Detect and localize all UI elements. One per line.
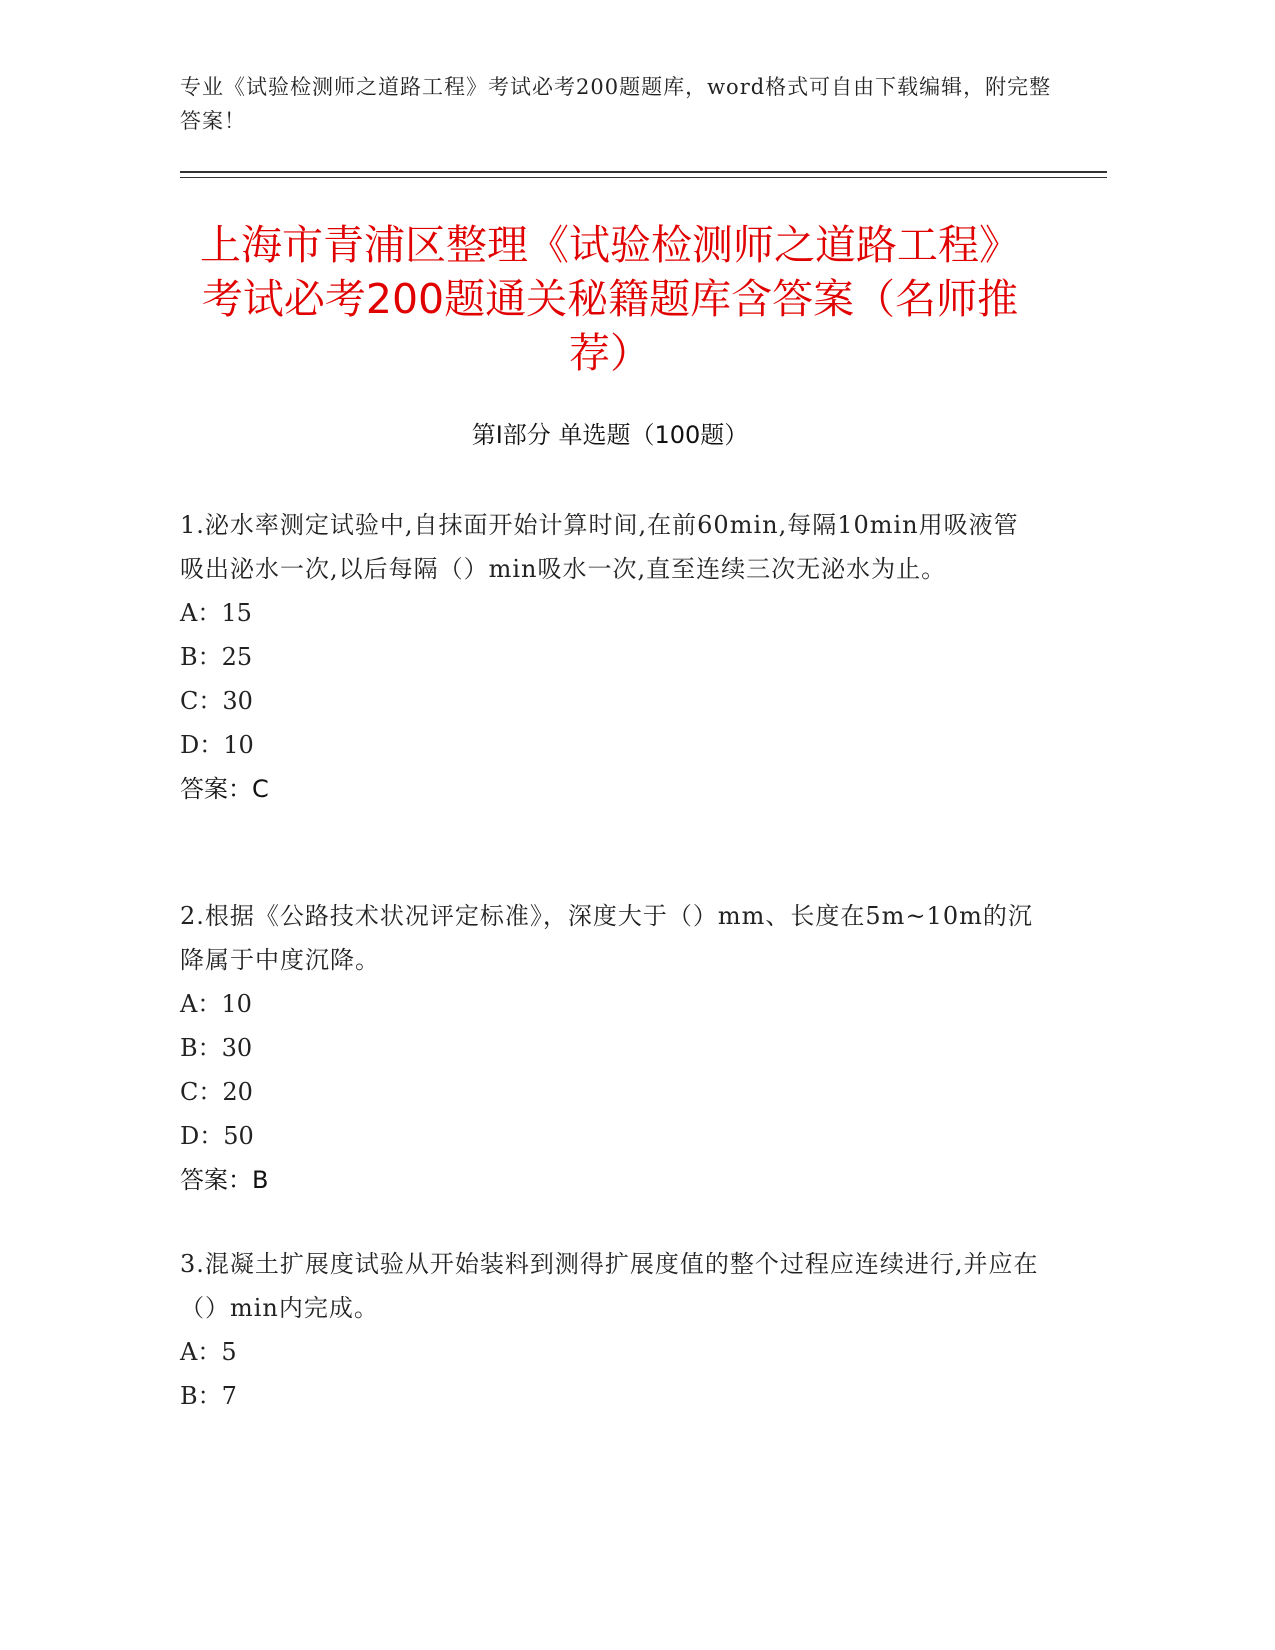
question-stem: 2.根据《公路技术状况评定标准》，深度大于（）mm、长度在5m~10m的沉降属于中度沉降。 (180, 902, 1033, 974)
document-title: 上海市青浦区整理《试验检测师之道路工程》考试必考200题通关秘籍题库含答案（名师推荐） (200, 221, 1020, 377)
option-d: D：10 (180, 731, 254, 759)
option-a: A：5 (180, 1338, 237, 1366)
option-c: C：30 (180, 687, 253, 715)
option-a: A：10 (180, 990, 252, 1018)
option-b: B：30 (180, 1034, 253, 1062)
header-divider-thick (180, 171, 1107, 173)
question-2 (180, 894, 1040, 1202)
question-stem: 3.混凝土扩展度试验从开始装料到测得扩展度值的整个过程应连续进行,并应在（）min内完成。 (180, 1250, 1039, 1322)
question-1 (180, 503, 1040, 811)
option-c: C：20 (180, 1078, 253, 1106)
option-d: D：50 (180, 1122, 254, 1150)
option-b: B：25 (180, 643, 253, 671)
question-stem: 1.泌水率测定试验中,自抹面开始计算时间,在前60min,每隔10min用吸液管吸出泌水一次,以后每隔（）min吸水一次,直至连续三次无泌水为止。 (180, 511, 1019, 583)
section-heading: 第I部分 单选题（100题） (471, 421, 749, 449)
answer: 答案：C (180, 775, 269, 803)
option-b: B：7 (180, 1382, 237, 1410)
option-a: A：15 (180, 599, 252, 627)
header-divider-thin (180, 177, 1107, 178)
question-3 (180, 1242, 1040, 1418)
answer: 答案：B (180, 1166, 269, 1194)
header-note: 专业《试验检测师之道路工程》考试必考200题题库，word格式可自由下载编辑，附完整答案！ (180, 75, 1052, 133)
